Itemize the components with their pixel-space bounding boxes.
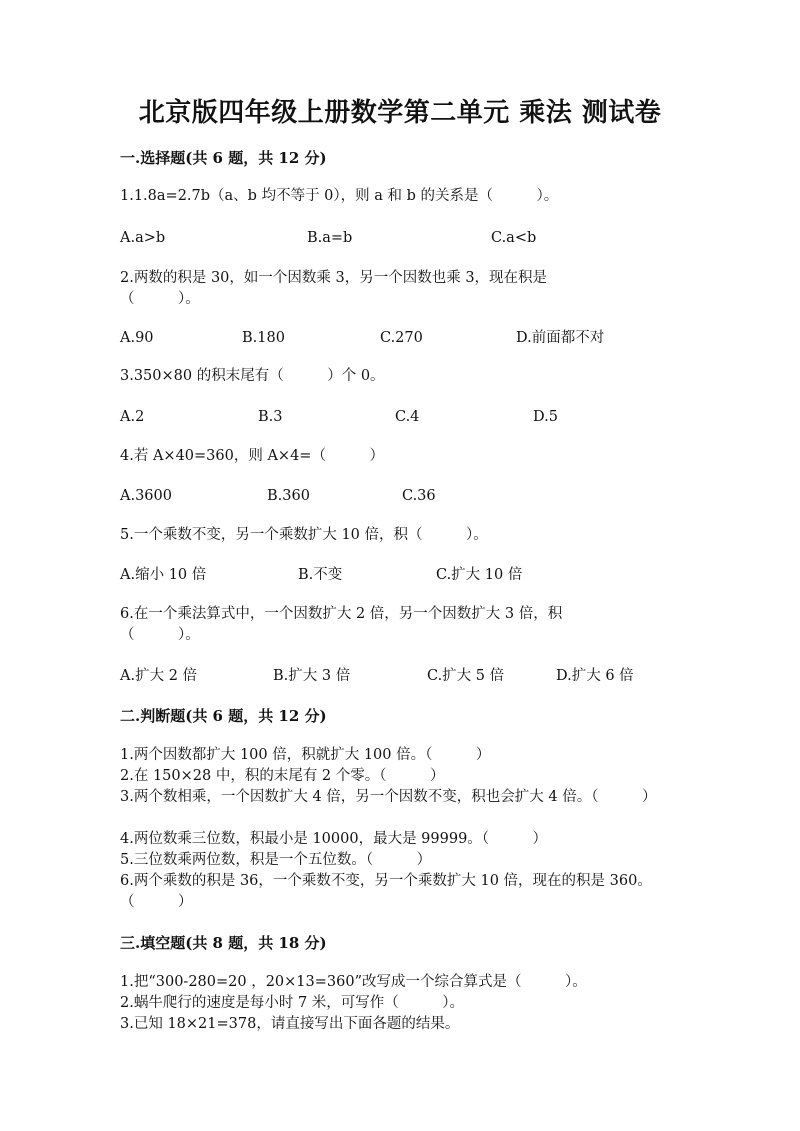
option-b: B.不变 (298, 567, 343, 583)
question-text: 1.把“300-280=20 ，20×13=360”改写成一个综合算式是（ ）。 (120, 974, 587, 990)
question-text: 1.两个因数都扩大 100 倍，积就扩大 100 倍。（ ） (120, 747, 491, 763)
option-a: A.缩小 10 倍 (120, 567, 207, 583)
section-heading-multiple-choice: 一.选择题(共 6 题，共 12 分) (120, 149, 327, 167)
option-b: B.3 (258, 409, 283, 425)
question-text: 5.一个乘数不变，另一个乘数扩大 10 倍，积（ ）。 (120, 527, 488, 543)
question-text: 2.在 150×28 中，积的末尾有 2 个零。（ ） (120, 768, 445, 784)
option-b: B.扩大 3 倍 (273, 668, 351, 684)
option-a: A.3600 (120, 488, 172, 504)
option-a: A.2 (120, 409, 145, 425)
option-b: B.180 (242, 330, 285, 346)
option-c: C.270 (380, 330, 423, 346)
option-a: A.90 (120, 330, 154, 346)
question-text: 5.三位数乘两位数，积是一个五位数。（ ） (120, 852, 432, 868)
option-d: D.5 (533, 409, 558, 425)
section-heading-fill-in: 三.填空题(共 8 题，共 18 分) (120, 934, 327, 952)
question-text: 4.两位数乘三位数，积最小是 10000，最大是 99999。（ ） (120, 831, 548, 847)
question-text: 6.在一个乘法算式中，一个因数扩大 2 倍，另一个因数扩大 3 倍，积（ ）。 (120, 606, 563, 643)
option-a: A.a>b (120, 230, 166, 246)
section-heading-true-false: 二.判断题(共 6 题，共 12 分) (120, 707, 327, 725)
question-text: 2.两数的积是 30，如一个因数乘 3，另一个因数也乘 3，现在积是（ ）。 (120, 270, 548, 307)
page-title: 北京版四年级上册数学第二单元 乘法 测试卷 (138, 98, 662, 128)
option-c: C.扩大 10 倍 (436, 567, 523, 583)
option-d: D.前面都不对 (516, 330, 605, 346)
option-b: B.a=b (307, 230, 353, 246)
question-text: 2.蜗牛爬行的速度是每小时 7 米，可写作（ ）。 (120, 995, 465, 1011)
question-text: 3.350×80 的积末尾有（ ）个 0。 (120, 368, 385, 384)
option-c: C.36 (402, 488, 436, 504)
option-b: B.360 (267, 488, 310, 504)
option-c: C.扩大 5 倍 (427, 668, 505, 684)
option-a: A.扩大 2 倍 (120, 668, 198, 684)
question-text: 4.若 A×40=360，则 A×4=（ ） (120, 448, 384, 464)
option-d: D.扩大 6 倍 (556, 668, 634, 684)
question-text: 3.已知 18×21=378，请直接写出下面各题的结果。 (120, 1016, 460, 1032)
question-text: 1.1.8a=2.7b（a、b 均不等于 0），则 a 和 b 的关系是（ ）。 (120, 188, 559, 204)
question-text: 6.两个乘数的积是 36，一个乘数不变，另一个乘数扩大 10 倍，现在的积是 360。（ ） (120, 873, 652, 910)
option-c: C.4 (395, 409, 420, 425)
question-text: 3.两个数相乘，一个因数扩大 4 倍，另一个因数不变，积也会扩大 4 倍。（ ） (120, 789, 657, 805)
option-c: C.a<b (491, 230, 537, 246)
